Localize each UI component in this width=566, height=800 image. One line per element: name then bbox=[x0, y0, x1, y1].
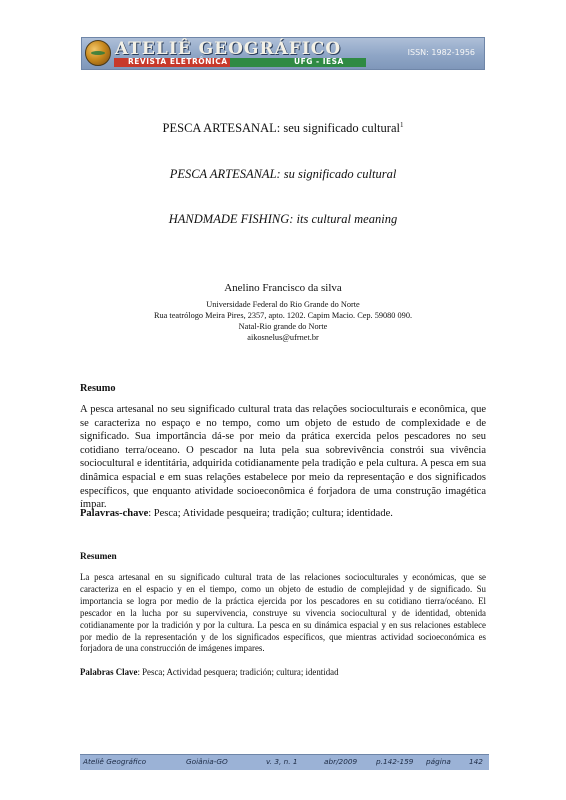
issn-label: ISSN: 1982-1956 bbox=[407, 48, 475, 57]
journal-brand: ATELIÊ GEOGRÁFICO bbox=[115, 39, 342, 59]
journal-institution: UFG - IESA bbox=[294, 57, 344, 66]
resumen-keywords-list: : Pesca; Actividad pesquera; tradición; cultura; identidad bbox=[137, 667, 339, 677]
footnote-marker[interactable]: 1 bbox=[399, 121, 404, 129]
title-spanish: PESCA ARTESANAL: su significado cultural bbox=[169, 167, 397, 181]
author-address: Rua teatrólogo Meira Pires, 2357, apto. 1202. Capim Macio. Cep. 59080 090. bbox=[153, 311, 413, 320]
author-email[interactable]: aikosnelus@ufrnet.br bbox=[247, 333, 319, 342]
resumen-keywords bbox=[80, 667, 486, 679]
author-city: Natal-Rio grande do Norte bbox=[238, 322, 328, 331]
footer-page-number: 142 bbox=[469, 757, 483, 766]
resumen-keywords-label: Palabras Clave bbox=[80, 667, 138, 677]
resumen-heading: Resumen bbox=[80, 552, 117, 562]
resumo-keywords-list: : Pesca; Atividade pesqueira; tradição; cultura; identidade. bbox=[148, 508, 393, 519]
resumo-keywords-label: Palavras-chave bbox=[80, 508, 149, 519]
footer-pages: p.142-159 bbox=[376, 757, 414, 766]
resumo-keywords bbox=[80, 507, 486, 521]
footer-page-label: página bbox=[426, 757, 451, 766]
resumo-heading: Resumo bbox=[80, 383, 116, 394]
footer-date: abr/2009 bbox=[324, 757, 358, 766]
title-english: HANDMADE FISHING: its cultural meaning bbox=[168, 212, 398, 226]
globe-logo-icon bbox=[85, 40, 111, 66]
resumen-paragraph: La pesca artesanal en su significado cultural trata de las relaciones socioculturales y económicas, que se caracteriza en el espacio y en el tiempo, como un objeto de estudio de complejidad y de significado. Su importancia se logra por medio de la práctica ejercida por los pescadores en su cotidiano tierra/océano. El pescador en la lucha por su supervivencia, construye su vivencia sociocultural y de identidad, obtenida cotidianamente por la tradición y por la cultura. La pesca en su dinámica espacial y en sus relaciones establece por medio de la representación y de los significados específicos, que mientras actividad socioeconómica es forjadora de una construcción de imágenes impares. bbox=[80, 572, 486, 654]
page-footer bbox=[80, 754, 489, 770]
journal-subtitle: REVISTA ELETRÔNICA bbox=[128, 57, 228, 66]
footer-journal: Ateliê Geográfico bbox=[83, 757, 147, 766]
title-portuguese-text: PESCA ARTESANAL: seu significado cultural bbox=[162, 121, 400, 136]
journal-banner bbox=[81, 37, 485, 70]
footer-volume: v. 3, n. 1 bbox=[266, 757, 298, 766]
title-portuguese bbox=[0, 121, 566, 136]
author-affiliation: Universidade Federal do Rio Grande do Norte bbox=[206, 300, 360, 309]
author-name: Anelino Francisco da silva bbox=[224, 282, 342, 294]
footer-city: Goiânia-GO bbox=[186, 757, 228, 766]
resumo-paragraph: A pesca artesanal no seu significado cultural trata das relações socioculturais e econômica, que se caracteriza no espaço e no tempo, como um objeto de estudo de complexidade e de significado. Sua importância dá-se por meio da prática exercida pelos pescadores no seu cotidiano terra/oceano. O pescador na luta pela sua sobrevivência constrói sua vivência sociocultural e identitária, adquirida cotidianamente pela tradição e pela cultura. A pesca em sua dinâmica espacial e em suas relações estabelece por meio da representação e dos significados específicos, que enquanto atividade socioeconômica é forjadora de uma construção imagética ímpar. bbox=[80, 404, 486, 511]
